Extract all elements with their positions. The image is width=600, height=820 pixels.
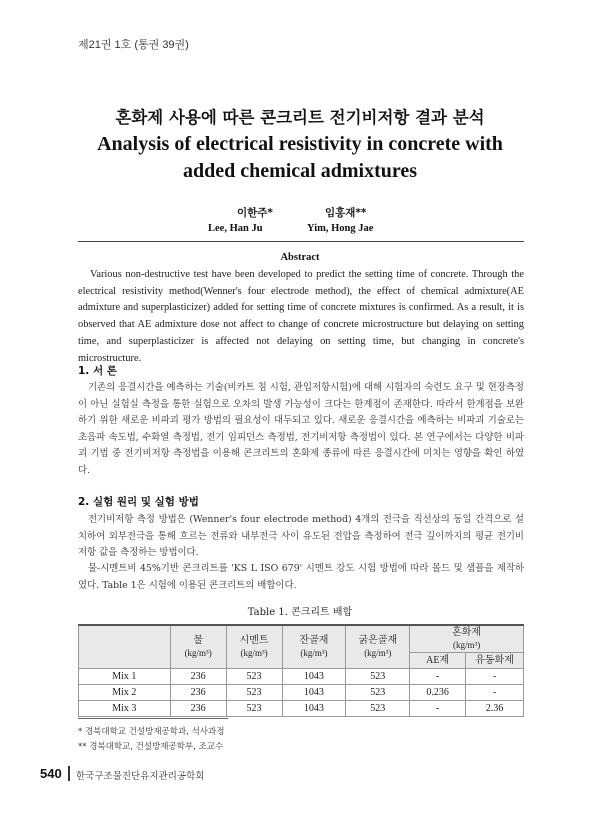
cell-ae: - <box>410 669 466 685</box>
cell-fine: 1043 <box>282 701 346 717</box>
header-admixture <box>410 625 524 653</box>
cell-ae: - <box>410 701 466 717</box>
author-2-name-ko: 임홍재** <box>325 207 367 219</box>
header-superplasticizer: 유동화제 <box>466 653 524 669</box>
table-corner-cell <box>79 625 171 669</box>
header-admixture-label: 혼화제 <box>452 627 482 638</box>
cell-water: 236 <box>170 669 226 685</box>
row-label: Mix 3 <box>79 701 171 717</box>
author-1-name-ko: 이한주* <box>237 207 273 219</box>
header-coarse-aggregate <box>346 625 410 669</box>
cell-ae: 0.236 <box>410 685 466 701</box>
cell-fine: 1043 <box>282 685 346 701</box>
table-caption: Table 1. 콘크리트 배합 <box>247 607 353 618</box>
header-water-unit: (kg/m³) <box>184 648 212 658</box>
header-cement-unit: (kg/m³) <box>240 648 268 658</box>
section-1-title: 1. 서 론 <box>78 365 117 377</box>
cell-water: 236 <box>170 701 226 717</box>
author-1-name-en: Lee, Han Ju <box>208 223 263 234</box>
footnote-divider <box>78 718 228 719</box>
header-admixture-unit: (kg/m³) <box>453 640 481 650</box>
title-korean: 혼화제 사용에 따른 콘크리트 전기비저항 결과 분석 <box>115 108 485 127</box>
cell-coarse: 523 <box>346 685 410 701</box>
header-fine-unit: (kg/m³) <box>300 648 328 658</box>
header-coarse-unit: (kg/m³) <box>364 648 392 658</box>
cell-cement: 523 <box>226 701 282 717</box>
abstract-divider <box>78 241 524 242</box>
section-2-paragraph-1: 전기비저항 측정 방법은 (Wenner's four electrode method) 4개의 전극을 직선상의 동일 간격으로 설치하여 외부전극을 통해 흐르는 전류와 내부전극 사이 유도된 전압을 측정하여 전극 깊이까지의 평균 전기비저항 값을 측정하는 방법이다. <box>78 514 524 559</box>
footnote-1: * 경북대학교 건설방재공학과, 석사과정 <box>78 727 225 737</box>
cell-cement: 523 <box>226 685 282 701</box>
header-ae: AE제 <box>410 653 466 669</box>
cell-fine: 1043 <box>282 669 346 685</box>
cell-coarse: 523 <box>346 669 410 685</box>
cell-cement: 523 <box>226 669 282 685</box>
title-english: Analysis of electrical resistivity in concrete with added chemical admixtures <box>97 133 503 182</box>
table-row <box>79 685 524 701</box>
table-row <box>79 669 524 685</box>
page-number: 540 <box>40 766 62 781</box>
section-2-title: 2. 실험 원리 및 실험 방법 <box>78 496 199 508</box>
table-row <box>79 701 524 717</box>
volume-header: 제21권 1호 (통권 39권) <box>78 39 189 51</box>
section-1-paragraph: 기존의 응결시간을 예측하는 기술(비카트 침 시험, 관입저항시험)에 대해 시험자의 숙련도 요구 및 현장측정이 아닌 실험실 측정을 통한 실험으로 오차의 발생 가능성이 크다는 한계점이 존재한다. 따라서 한계점을 보완하기 위한 새로운 비파괴 평가 방법의 필요성이 대두되고 있다. 새로운 응결시간을 예측하는 비파괴 기술로는 초음파 속도법, 수화열 측정법, 전기 임피던스 측정법, 전기비저항 측정법이 있다. 본 연구에서는 다양한 비파괴 기법 중 전기비저항 측정법을 이용해 콘크리트의 혼화제 종류에 따른 응결시간에 미치는 영향을 확인 하였다. <box>78 382 524 476</box>
section-2-paragraph-2: 물-시멘트비 45%기반 콘크리트를 'KS L ISO 679' 시멘트 강도 시험 방법에 따라 몰드 및 샘플을 제작하였다. Table 1은 시험에 이용된 콘크리트의 배합이다. <box>78 563 524 591</box>
cell-coarse: 523 <box>346 701 410 717</box>
abstract-body: Various non-destructive test have been developed to predict the setting time of concrete. Through the electrical resistivity method(Wenner's four electrode method), the effect of chemical admixture(AE admixture and superplasticizer) added for setting time of concrete mixtures is confirmed. As a result, it is observed that AE admixture dose not affect to change of concrete microstructure but delaying on setting time, and superplasticizer is affected not delaying on setting time, but changing in concrete's microstructure. <box>78 269 524 364</box>
header-fine-label: 잔골재 <box>299 635 329 646</box>
header-fine-aggregate <box>282 625 346 669</box>
header-cement-label: 시멘트 <box>239 635 269 646</box>
mix-table <box>78 624 524 717</box>
footnote-2: ** 경북대학교, 건설방재공학부, 조교수 <box>78 742 224 752</box>
cell-water: 236 <box>170 685 226 701</box>
journal-name: 한국구조물진단유지관리공학회 <box>76 771 205 782</box>
author-2-name-en: Yim, Hong Jae <box>307 223 374 234</box>
row-label: Mix 2 <box>79 685 171 701</box>
header-coarse-label: 굵은골재 <box>358 635 398 646</box>
row-label: Mix 1 <box>79 669 171 685</box>
header-water-label: 물 <box>193 635 203 646</box>
header-water <box>170 625 226 669</box>
abstract-heading: Abstract <box>280 252 320 263</box>
header-cement <box>226 625 282 669</box>
footer-separator <box>68 766 70 781</box>
cell-sp: 2.36 <box>466 701 524 717</box>
cell-sp: - <box>466 685 524 701</box>
cell-sp: - <box>466 669 524 685</box>
